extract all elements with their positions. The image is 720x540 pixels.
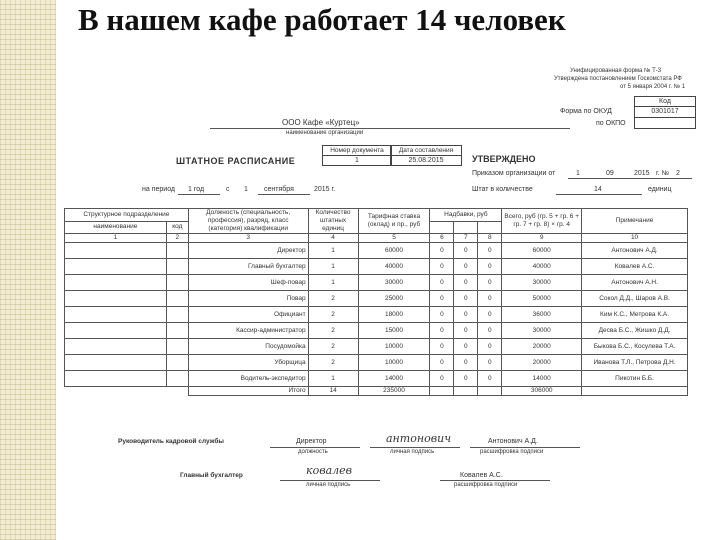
cell-bonus-2: 0: [454, 259, 478, 275]
col-number: 2: [166, 234, 188, 243]
hr-name-caption: расшифровка подписи: [480, 449, 544, 455]
okpo-label: по ОКПО: [596, 120, 626, 127]
acc-signature-line: [280, 480, 380, 481]
doc-title: ШТАТНОЕ РАСПИСАНИЕ: [176, 156, 296, 166]
period-label: на период: [142, 186, 176, 193]
cell-bonus-2: 0: [454, 307, 478, 323]
total-blank: [65, 387, 189, 396]
cell-division: [65, 355, 167, 371]
hr-name: Антонович А.Д.: [488, 438, 538, 445]
cell-bonus-3: 0: [478, 339, 502, 355]
cell-bonus-2: 0: [454, 291, 478, 307]
table-row: [65, 275, 688, 291]
from-year: 2015 г.: [314, 186, 336, 193]
doc-date: 25.08.2015: [390, 155, 462, 166]
cell-bonus-2: 0: [454, 355, 478, 371]
cell-bonus-3: 0: [478, 291, 502, 307]
col-number: 3: [188, 234, 308, 243]
cell-rate: 25000: [358, 291, 430, 307]
cell-bonus-1: 0: [430, 371, 454, 387]
table-row: [65, 371, 688, 387]
cell-rate: 40000: [358, 259, 430, 275]
cell-bonus-2: 0: [454, 243, 478, 259]
cell-note: Иванова Т.Л., Петрова Д.Н.: [582, 355, 688, 371]
header-bonus-1: [430, 221, 454, 234]
cell-position: Кассир-администратор: [188, 323, 308, 339]
order-year-suffix: г. №: [656, 170, 670, 177]
org-underline: [210, 128, 570, 129]
from-label: с: [226, 186, 230, 193]
cell-division: [65, 291, 167, 307]
cell-position: Водитель-экспедитор: [188, 371, 308, 387]
cell-qty: 1: [308, 259, 358, 275]
table-row: [65, 243, 688, 259]
total-qty: 14: [308, 387, 358, 396]
acc-name-caption: расшифровка подписи: [454, 482, 518, 488]
cell-code: [166, 371, 188, 387]
cell-qty: 1: [308, 275, 358, 291]
cell-bonus-2: 0: [454, 339, 478, 355]
cell-division: [65, 323, 167, 339]
total-bonus-3: [478, 387, 502, 396]
cell-note: Пикотин Б.Б.: [582, 371, 688, 387]
cell-bonus-1: 0: [430, 275, 454, 291]
approved-by: Утверждена постановлением Госкомстата РФ: [554, 76, 682, 82]
cell-bonus-3: 0: [478, 307, 502, 323]
month-underline: [258, 194, 310, 195]
approved-date: от 5 января 2004 г. № 1: [620, 84, 686, 90]
header-code: код: [166, 221, 188, 234]
table-row: [65, 307, 688, 323]
header-total: Всего, руб (гр. 5 + гр. 6 + гр. 7 + гр. 8) × гр. 4: [502, 209, 582, 234]
cell-division: [65, 275, 167, 291]
col-number: 10: [582, 234, 688, 243]
staff-underline: [556, 194, 642, 195]
bottom-margin: [56, 500, 720, 540]
total-sum: 306000: [502, 387, 582, 396]
cell-rate: 15000: [358, 323, 430, 339]
acc-name-line: [440, 480, 550, 481]
col-number: 7: [454, 234, 478, 243]
hr-signature: антонович: [386, 432, 452, 445]
cell-qty: 2: [308, 307, 358, 323]
header-bonus-3: [478, 221, 502, 234]
cell-total: 30000: [502, 323, 582, 339]
cell-bonus-2: 0: [454, 323, 478, 339]
staff-count: 14: [594, 186, 602, 193]
total-bonus-2: [454, 387, 478, 396]
doc-number: 1: [322, 155, 392, 166]
cell-qty: 2: [308, 355, 358, 371]
total-row: [65, 387, 688, 396]
from-day: 1: [244, 186, 248, 193]
col-number: 9: [502, 234, 582, 243]
cell-bonus-3: 0: [478, 259, 502, 275]
doc-number-label: Номер документа: [322, 145, 392, 156]
approved-word: УТВЕРЖДЕНО: [472, 154, 536, 164]
cell-division: [65, 371, 167, 387]
table-row: [65, 355, 688, 371]
cell-position: Повар: [188, 291, 308, 307]
doc-date-label: Дата составления: [390, 145, 462, 156]
column-numbers-row: [65, 234, 688, 243]
hr-head-label: Руководитель кадровой службы: [118, 438, 224, 445]
from-month: сентября: [264, 186, 294, 193]
cell-qty: 1: [308, 243, 358, 259]
cell-division: [65, 259, 167, 275]
cell-bonus-3: 0: [478, 323, 502, 339]
hr-position-caption: должность: [298, 449, 328, 455]
cell-rate: 30000: [358, 275, 430, 291]
cell-bonus-2: 0: [454, 275, 478, 291]
staff-label: Штат в количестве: [472, 186, 533, 193]
cell-total: 50000: [502, 291, 582, 307]
cell-code: [166, 259, 188, 275]
order-year: 2015: [634, 170, 650, 177]
cell-code: [166, 243, 188, 259]
order-day: 1: [576, 170, 580, 177]
header-position: Должность (специальность, профессия), разряд, класс (категория) квалификации: [188, 209, 308, 234]
decorative-stripe: [0, 0, 56, 540]
total-rate: 235000: [358, 387, 430, 396]
acc-signature-caption: личная подпись: [306, 482, 351, 488]
staffing-document: [60, 66, 700, 498]
cell-code: [166, 275, 188, 291]
cell-total: 14000: [502, 371, 582, 387]
slide-title: В нашем кафе работает 14 человек: [78, 2, 566, 37]
order-number: 2: [676, 170, 680, 177]
cell-bonus-1: 0: [430, 291, 454, 307]
order-month: 09: [606, 170, 614, 177]
cell-total: 40000: [502, 259, 582, 275]
cell-bonus-1: 0: [430, 323, 454, 339]
okpo-code: [634, 117, 696, 129]
cell-bonus-3: 0: [478, 371, 502, 387]
okud-label: Форма по ОКУД: [560, 108, 612, 115]
table-row: [65, 259, 688, 275]
cell-rate: 10000: [358, 355, 430, 371]
cell-code: [166, 307, 188, 323]
order-underline: [568, 178, 692, 179]
header-division: Структурное подразделение: [65, 209, 189, 222]
cell-division: [65, 243, 167, 259]
total-bonus-1: [430, 387, 454, 396]
unified-form: Унифицированная форма № Т-3: [570, 68, 662, 74]
cell-position: Посудомойка: [188, 339, 308, 355]
code-header: Код: [634, 96, 696, 107]
cell-note: Ким К.С., Метрова К.А.: [582, 307, 688, 323]
cell-position: Директор: [188, 243, 308, 259]
cell-bonus-1: 0: [430, 259, 454, 275]
cell-note: Быкова Б.С., Косулева Т.А.: [582, 339, 688, 355]
order-label: Приказом организации от: [472, 170, 556, 177]
header-rate: Тарифная ставка (оклад) и пр., руб: [358, 209, 430, 234]
cell-bonus-3: 0: [478, 243, 502, 259]
header-note: Примечание: [582, 209, 688, 234]
col-number: 4: [308, 234, 358, 243]
cell-note: Антонович А.Н.: [582, 275, 688, 291]
cell-total: 36000: [502, 307, 582, 323]
cell-note: Десва Б.С., Жишко Д.Д.: [582, 323, 688, 339]
cell-division: [65, 307, 167, 323]
cell-bonus-3: 0: [478, 275, 502, 291]
table-header-row: [65, 209, 688, 222]
col-number: 6: [430, 234, 454, 243]
cell-position: Уборщица: [188, 355, 308, 371]
period-value: 1 год: [188, 186, 205, 193]
org-caption: наименование организации: [286, 130, 364, 136]
col-number: 5: [358, 234, 430, 243]
header-qty: Количество штатных единиц: [308, 209, 358, 234]
cell-bonus-3: 0: [478, 355, 502, 371]
cell-bonus-1: 0: [430, 339, 454, 355]
cell-rate: 14000: [358, 371, 430, 387]
table-row: [65, 339, 688, 355]
col-number: 1: [65, 234, 167, 243]
cell-total: 20000: [502, 355, 582, 371]
total-label: Итого: [188, 387, 308, 396]
hr-position: Директор: [296, 438, 327, 445]
cell-code: [166, 355, 188, 371]
cell-bonus-2: 0: [454, 371, 478, 387]
cell-qty: 2: [308, 291, 358, 307]
cell-note: Ковалев А.С.: [582, 259, 688, 275]
table-row: [65, 323, 688, 339]
header-name: наименование: [65, 221, 167, 234]
cell-qty: 2: [308, 339, 358, 355]
acc-signature: ковалев: [306, 464, 353, 477]
cell-position: Главный бухгалтер: [188, 259, 308, 275]
cell-bonus-1: 0: [430, 243, 454, 259]
header-bonus-2: [454, 221, 478, 234]
cell-rate: 18000: [358, 307, 430, 323]
cell-bonus-1: 0: [430, 355, 454, 371]
cell-qty: 1: [308, 371, 358, 387]
col-number: 8: [478, 234, 502, 243]
cell-total: 30000: [502, 275, 582, 291]
org-name: ООО Кафе «Куртец»: [282, 118, 360, 127]
cell-rate: 10000: [358, 339, 430, 355]
cell-note: Сокол Д.Д., Шаров А.В.: [582, 291, 688, 307]
cell-bonus-1: 0: [430, 307, 454, 323]
okud-code: 0301017: [634, 106, 696, 118]
cell-code: [166, 323, 188, 339]
staff-unit: единиц: [648, 186, 672, 193]
cell-qty: 2: [308, 323, 358, 339]
table-row: [65, 291, 688, 307]
cell-total: 60000: [502, 243, 582, 259]
cell-note: Антонович А.Д.: [582, 243, 688, 259]
total-note: [582, 387, 688, 396]
cell-code: [166, 339, 188, 355]
hr-signature-line: [370, 447, 460, 448]
cell-division: [65, 339, 167, 355]
header-bonus: Надбавки, руб: [430, 209, 502, 222]
cell-position: Шеф-повар: [188, 275, 308, 291]
acc-name: Ковалев А.С.: [460, 472, 503, 479]
cell-total: 20000: [502, 339, 582, 355]
chief-acc-label: Главный бухгалтер: [180, 472, 243, 479]
period-underline: [178, 194, 220, 195]
cell-code: [166, 291, 188, 307]
hr-position-line: [270, 447, 360, 448]
hr-name-line: [470, 447, 580, 448]
cell-position: Официант: [188, 307, 308, 323]
hr-signature-caption: личная подпись: [390, 449, 435, 455]
staffing-table: [64, 208, 688, 396]
cell-rate: 60000: [358, 243, 430, 259]
